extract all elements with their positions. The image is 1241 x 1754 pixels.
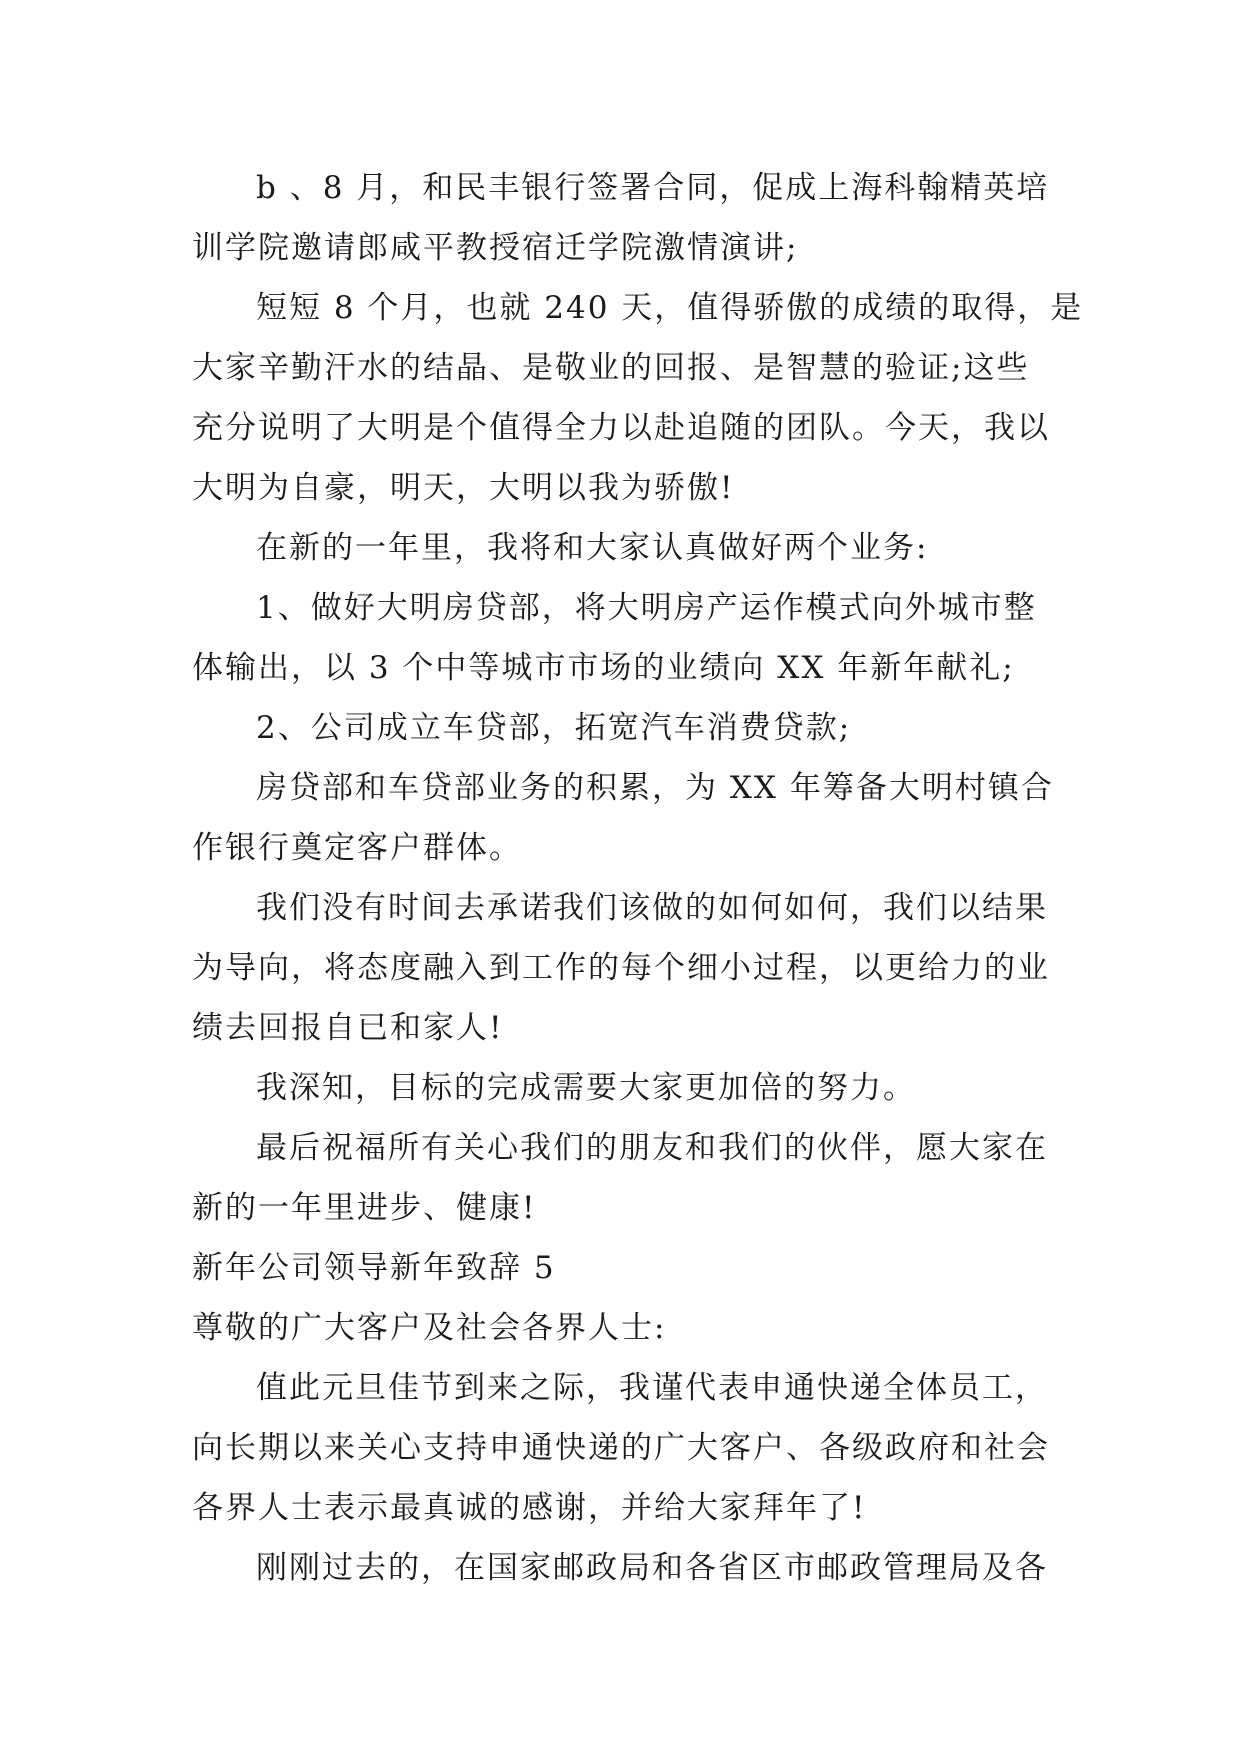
paragraph-line: 新的一年里进步、健康! [192, 1190, 537, 1226]
paragraph-line: 刚刚过去的，在国家邮政局和各省区市邮政管理局及各 [256, 1550, 1048, 1586]
paragraph-line: 在新的一年里，我将和大家认真做好两个业务: [256, 530, 929, 566]
paragraph-line: 体输出，以 3 个中等城市市场的业绩向 XX 年新年献礼; [192, 650, 1015, 686]
paragraph-line: 我们没有时间去承诺我们该做的如何如何，我们以结果 [256, 890, 1048, 926]
paragraph-line: 值此元旦佳节到来之际，我谨代表申通快递全体员工， [256, 1370, 1048, 1406]
paragraph-line: 为导向，将态度融入到工作的每个细小过程，以更给力的业 [192, 950, 1050, 986]
paragraph-line: 大家辛勤汗水的结晶、是敬业的回报、是智慧的验证;这些 [192, 350, 1030, 386]
paragraph-line: 短短 8 个月，也就 240 天，值得骄傲的成绩的取得，是 [256, 290, 1084, 326]
paragraph-line: 各界人士表示最真诚的感谢，并给大家拜年了! [192, 1490, 867, 1526]
paragraph-line: 作银行奠定客户群体。 [192, 830, 522, 866]
paragraph-line: 训学院邀请郎咸平教授宿迁学院激情演讲; [192, 230, 799, 266]
paragraph-line: 房贷部和车贷部业务的积累，为 XX 年筹备大明村镇合 [256, 770, 1054, 806]
paragraph-line: 1、做好大明房贷部，将大明房产运作模式向外城市整 [256, 590, 1037, 626]
paragraph-line: 绩去回报自已和家人! [192, 1010, 504, 1046]
paragraph-line: 向长期以来关心支持申通快递的广大客户、各级政府和社会 [192, 1430, 1050, 1466]
paragraph-line: b 、8 月，和民丰银行签署合同，促成上海科翰精英培 [256, 170, 1050, 206]
paragraph-line: 2、公司成立车贷部，拓宽汽车消费贷款; [256, 710, 852, 746]
paragraph-line: 充分说明了大明是个值得全力以赴追随的团队。今天，我以 [192, 410, 1050, 446]
paragraph-line: 大明为自豪，明天，大明以我为骄傲! [192, 470, 735, 506]
section-title: 新年公司领导新年致辞 5 [192, 1250, 556, 1286]
salutation: 尊敬的广大客户及社会各界人士: [192, 1310, 667, 1346]
paragraph-line: 我深知，目标的完成需要大家更加倍的努力。 [256, 1070, 916, 1106]
paragraph-line: 最后祝福所有关心我们的朋友和我们的伙伴，愿大家在 [256, 1130, 1048, 1166]
